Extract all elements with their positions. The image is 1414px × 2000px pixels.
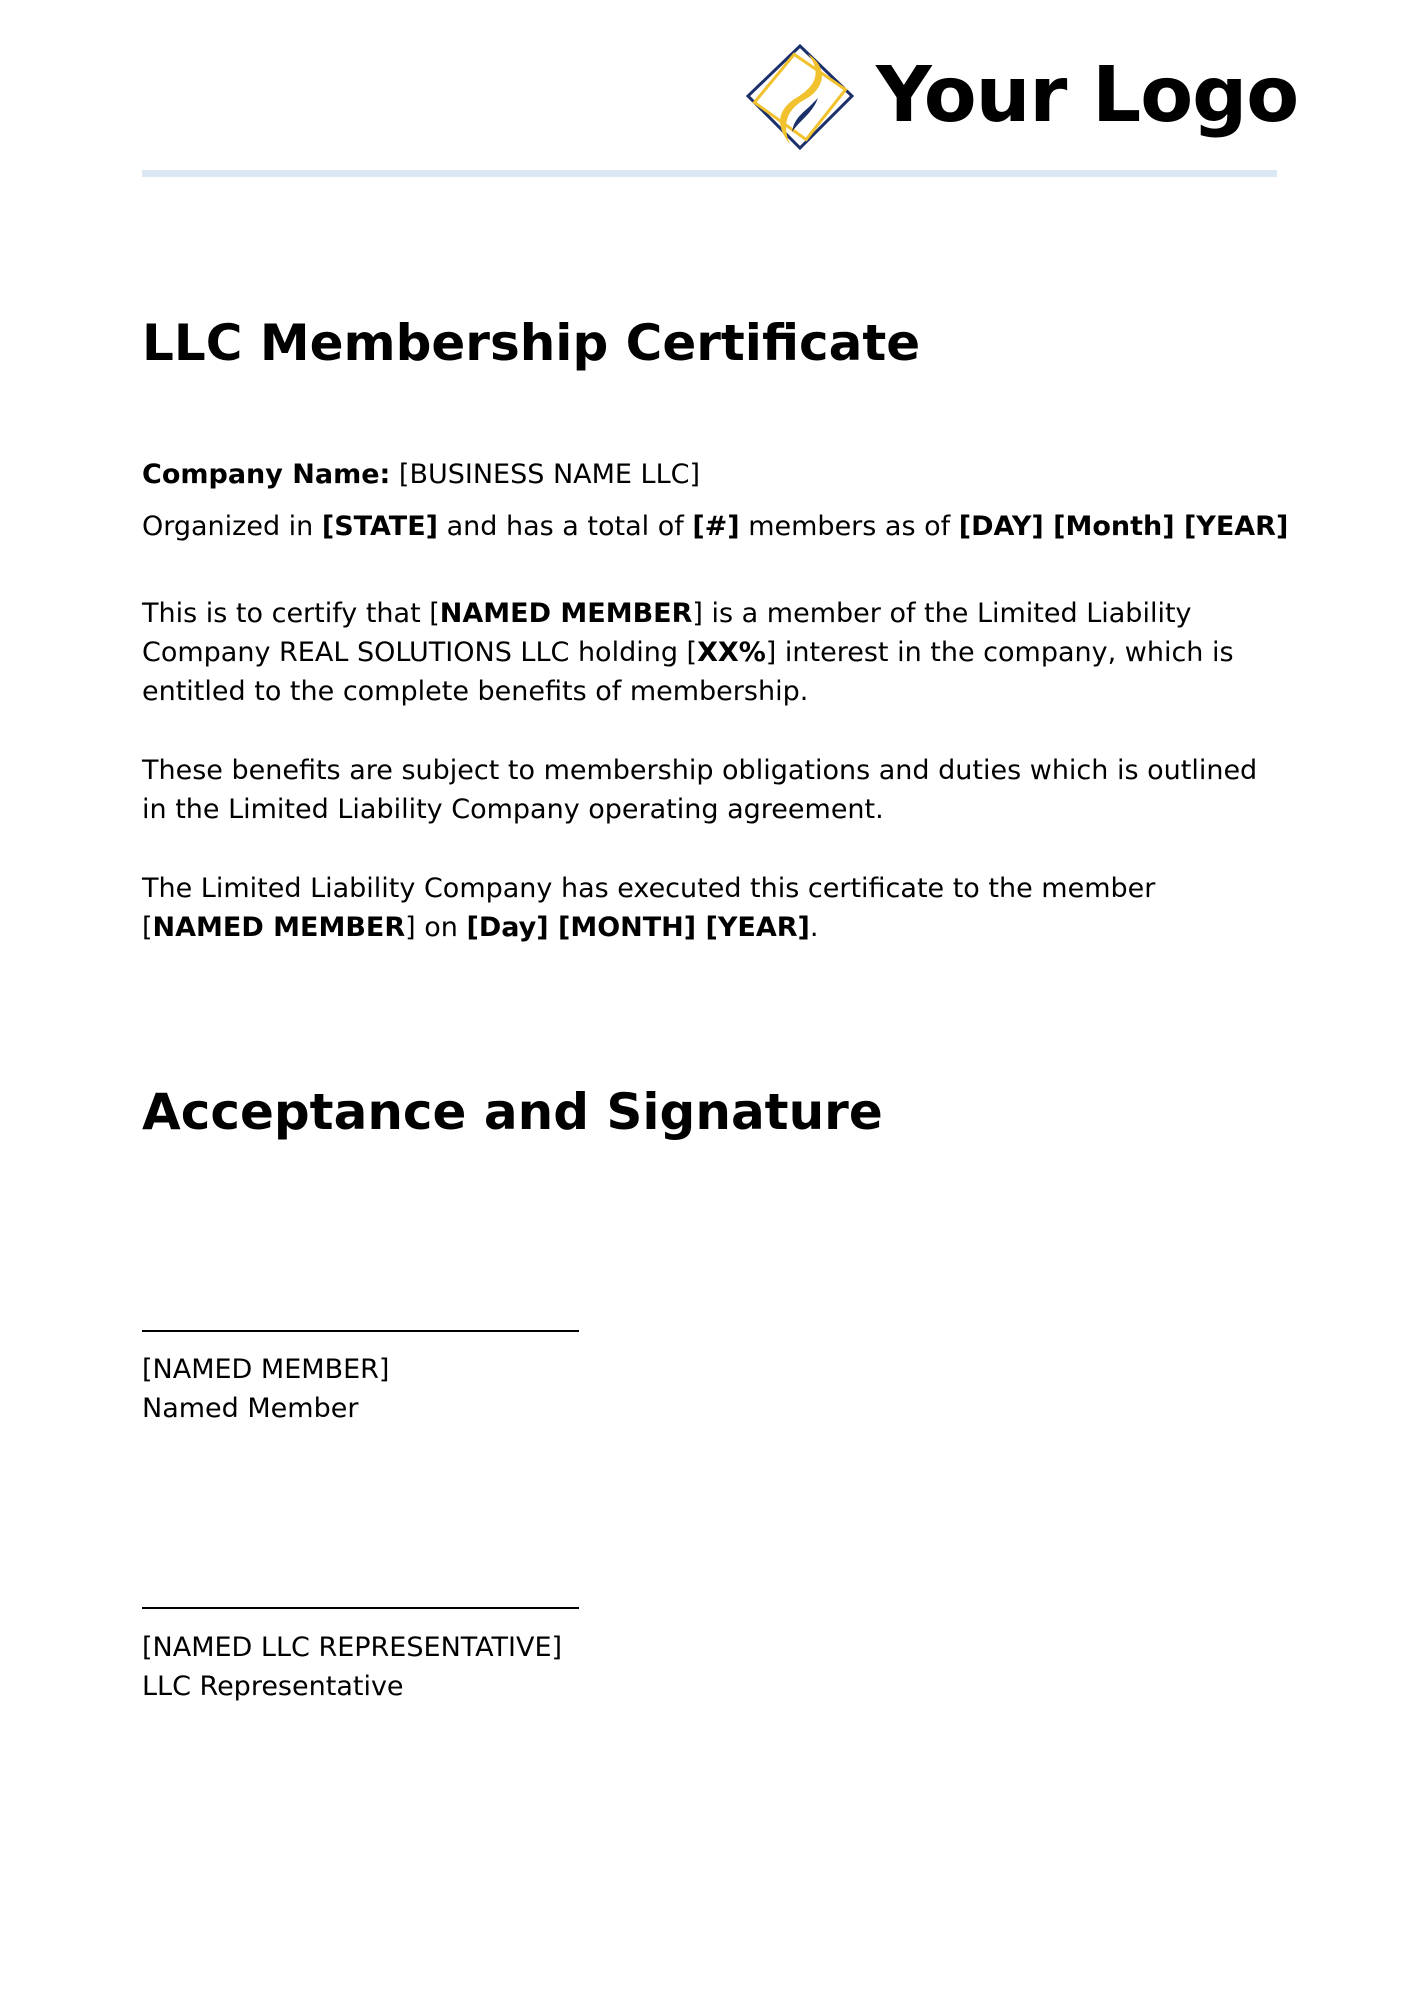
signature-line-representative <box>142 1607 579 1609</box>
signature-line-member <box>142 1330 579 1332</box>
organized-middle: and has a total of <box>438 511 693 542</box>
certify-line-3: entitled to the complete benefits of membership. <box>142 676 809 707</box>
logo-text: Your Logo <box>876 51 1299 140</box>
executed-text: ] on <box>405 912 467 943</box>
executed-text: [ <box>142 912 153 943</box>
certify-line-1 <box>142 594 1192 633</box>
certify-member: NAMED MEMBER <box>439 598 693 629</box>
company-name-label: Company Name: <box>142 459 391 490</box>
certify-percent: XX% <box>697 637 766 668</box>
executed-member: NAMED MEMBER <box>152 912 406 943</box>
organized-date: [DAY] [Month] [YEAR] <box>958 511 1289 542</box>
certify-text: This is to certify that [ <box>142 598 440 629</box>
company-name-line <box>142 455 700 494</box>
certify-line-2 <box>142 633 1234 672</box>
company-name-value: [BUSINESS NAME LLC] <box>390 459 701 490</box>
certify-text: ] is a member of the Limited Liability <box>692 598 1192 629</box>
organized-member-count: [#] <box>692 511 740 542</box>
organized-middle2: members as of <box>739 511 959 542</box>
logo-diamond-icon <box>740 40 860 155</box>
executed-line-1: The Limited Liability Company has executed this certificate to the member <box>142 873 1156 904</box>
executed-text: . <box>809 912 819 943</box>
executed-date: [Day] [MONTH] [YEAR] <box>466 912 810 943</box>
benefits-line-1: These benefits are subject to membership obligations and duties which is outlined <box>142 755 1258 786</box>
header-divider <box>142 170 1277 177</box>
acceptance-heading: Acceptance and Signature <box>142 1083 883 1141</box>
benefits-line-2: in the Limited Liability Company operating agreement. <box>142 794 884 825</box>
certify-text: Company REAL SOLUTIONS LLC holding [ <box>142 637 698 668</box>
executed-line-2 <box>142 908 818 947</box>
signature-member-role: Named Member <box>142 1393 359 1424</box>
certificate-title: LLC Membership Certificate <box>142 314 921 372</box>
organized-state: [STATE] <box>321 511 438 542</box>
organized-prefix: Organized in <box>142 511 322 542</box>
organized-line <box>142 507 1288 546</box>
certify-text: ] interest in the company, which is <box>765 637 1234 668</box>
signature-member-name: [NAMED MEMBER] <box>142 1354 390 1385</box>
signature-representative-role: LLC Representative <box>142 1671 404 1702</box>
signature-representative-name: [NAMED LLC REPRESENTATIVE] <box>142 1632 563 1663</box>
